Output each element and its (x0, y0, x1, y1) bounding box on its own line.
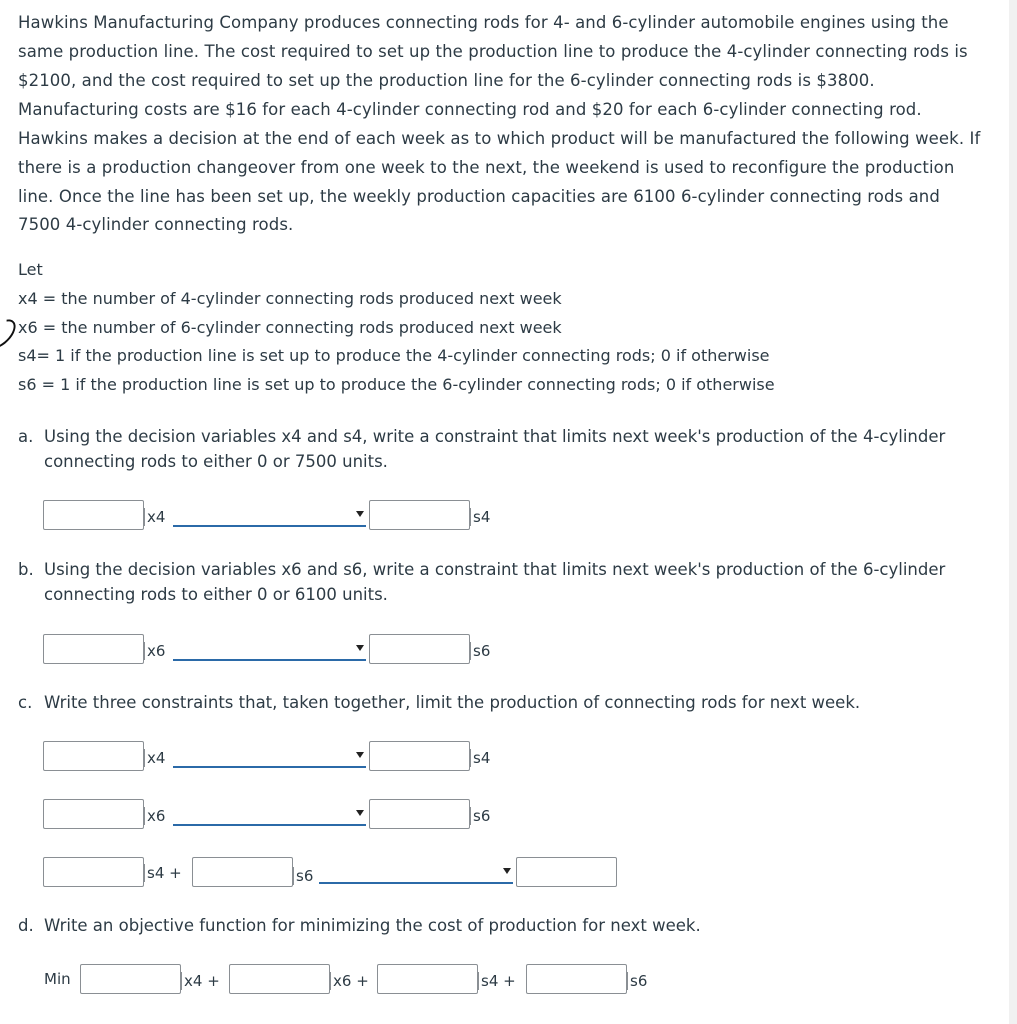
problem-line: Hawkins makes a decision at the end of each week as to which product will be manufactured the following week. If (18, 129, 981, 148)
part-d-x6-label: x6 + (330, 972, 369, 990)
part-c-row2-x6-label: x6 (144, 807, 165, 825)
part-a-coef-s4-input[interactable] (369, 500, 470, 530)
min-label: Min (44, 970, 71, 988)
problem-line: 7500 4-cylinder connecting rods. (18, 215, 294, 234)
definition-s6-text: = 1 if the production line is set up to produce the 6-cylinder connecting rods; 0 if otherwise (36, 375, 775, 394)
part-c-row3-s6-label: s6 (293, 867, 313, 885)
part-c-row3-rhs-input[interactable] (516, 857, 617, 887)
var-s4: s4 (18, 346, 37, 365)
part-d-coef-s6-input[interactable] (526, 964, 627, 994)
part-c-row2-s6-label: s6 (470, 807, 490, 825)
part-b-letter: b. (18, 560, 34, 579)
part-d-coef-x4-input[interactable] (80, 964, 181, 994)
problem-line: same production line. The cost required to set up the production line to produce the 4-cylinder connecting rods is (18, 42, 968, 61)
chevron-down-icon (356, 752, 364, 758)
part-a-relation-select[interactable] (173, 505, 366, 527)
part-c-row3-coef-s4-input[interactable] (43, 857, 144, 887)
part-d-question-line1: Write an objective function for minimizing the cost of production for next week. (44, 916, 701, 935)
var-x4: x4 (18, 289, 38, 308)
part-b-coef-s6-input[interactable] (369, 634, 470, 664)
definition-s4 (18, 346, 770, 365)
part-c-question-line1: Write three constraints that, taken together, limit the production of connecting rods for next week. (44, 693, 861, 712)
definition-x4 (18, 289, 562, 308)
part-a-x4-label: x4 (144, 508, 165, 526)
part-a-coef-x4-input[interactable] (43, 500, 144, 530)
definition-x6 (18, 318, 562, 337)
part-c-row1-coef-s4-input[interactable] (369, 741, 470, 771)
chevron-down-icon (356, 645, 364, 651)
scrollbar[interactable] (1009, 0, 1017, 1024)
part-c-row1-relation-select[interactable] (173, 746, 366, 768)
part-c-row3-relation-select[interactable] (319, 862, 513, 884)
definition-x6-text: = the number of 6-cylinder connecting rods produced next week (37, 318, 562, 337)
part-c-row1-x4-label: x4 (144, 749, 165, 767)
part-c-row3-coef-s6-input[interactable] (192, 857, 293, 887)
problem-line: line. Once the line has been set up, the weekly production capacities are 6100 6-cylinder connecting rods and (18, 187, 940, 206)
part-d-x4-label: x4 + (181, 972, 220, 990)
part-b-coef-x6-input[interactable] (43, 634, 144, 664)
part-a-s4-label: s4 (470, 508, 490, 526)
part-d-coef-s4-input[interactable] (377, 964, 478, 994)
part-c-row2-coef-x6-input[interactable] (43, 799, 144, 829)
part-d-coef-x6-input[interactable] (229, 964, 330, 994)
part-c-row3-s4-label: s4 + (144, 864, 182, 882)
problem-line: $2100, and the cost required to set up the production line for the 6-cylinder connecting rods is $3800. (18, 71, 875, 90)
chevron-down-icon (356, 511, 364, 517)
part-a-letter: a. (18, 427, 34, 446)
part-d-s6-label: s6 (627, 972, 647, 990)
problem-line: Hawkins Manufacturing Company produces connecting rods for 4- and 6-cylinder automobile engines using the (18, 13, 949, 32)
problem-line: Manufacturing costs are $16 for each 4-cylinder connecting rod and $20 for each 6-cylinder connecting rod. (18, 100, 922, 119)
definition-s4-text: = 1 if the production line is set up to produce the 4-cylinder connecting rods; 0 if otherwise (36, 346, 770, 365)
part-b-s6-label: s6 (470, 642, 490, 660)
part-c-row2-coef-s6-input[interactable] (369, 799, 470, 829)
part-b-question-line2: connecting rods to either 0 or 6100 units. (44, 585, 388, 604)
part-c-row1-s4-label: s4 (470, 749, 490, 767)
part-a-question-line2: connecting rods to either 0 or 7500 units. (44, 452, 388, 471)
problem-line: there is a production changeover from one week to the next, the weekend is used to reconfigure the production (18, 158, 955, 177)
part-a-question-line1: Using the decision variables x4 and s4, write a constraint that limits next week's production of the 4-cylinder (44, 427, 946, 446)
part-d-s4-label: s4 + (478, 972, 516, 990)
let-label: Let (18, 260, 43, 279)
definition-s6 (18, 375, 775, 394)
part-c-letter: c. (18, 693, 33, 712)
var-s6: s6 (18, 375, 37, 394)
part-b-x6-label: x6 (144, 642, 165, 660)
chevron-down-icon (356, 810, 364, 816)
part-b-question-line1: Using the decision variables x6 and s6, write a constraint that limits next week's production of the 6-cylinder (44, 560, 946, 579)
part-c-row1-coef-x4-input[interactable] (43, 741, 144, 771)
chevron-down-icon (503, 868, 511, 874)
part-b-relation-select[interactable] (173, 639, 366, 661)
definition-x4-text: = the number of 4-cylinder connecting rods produced next week (37, 289, 562, 308)
part-c-row2-relation-select[interactable] (173, 804, 366, 826)
part-d-letter: d. (18, 916, 34, 935)
var-x6: x6 (18, 318, 38, 337)
